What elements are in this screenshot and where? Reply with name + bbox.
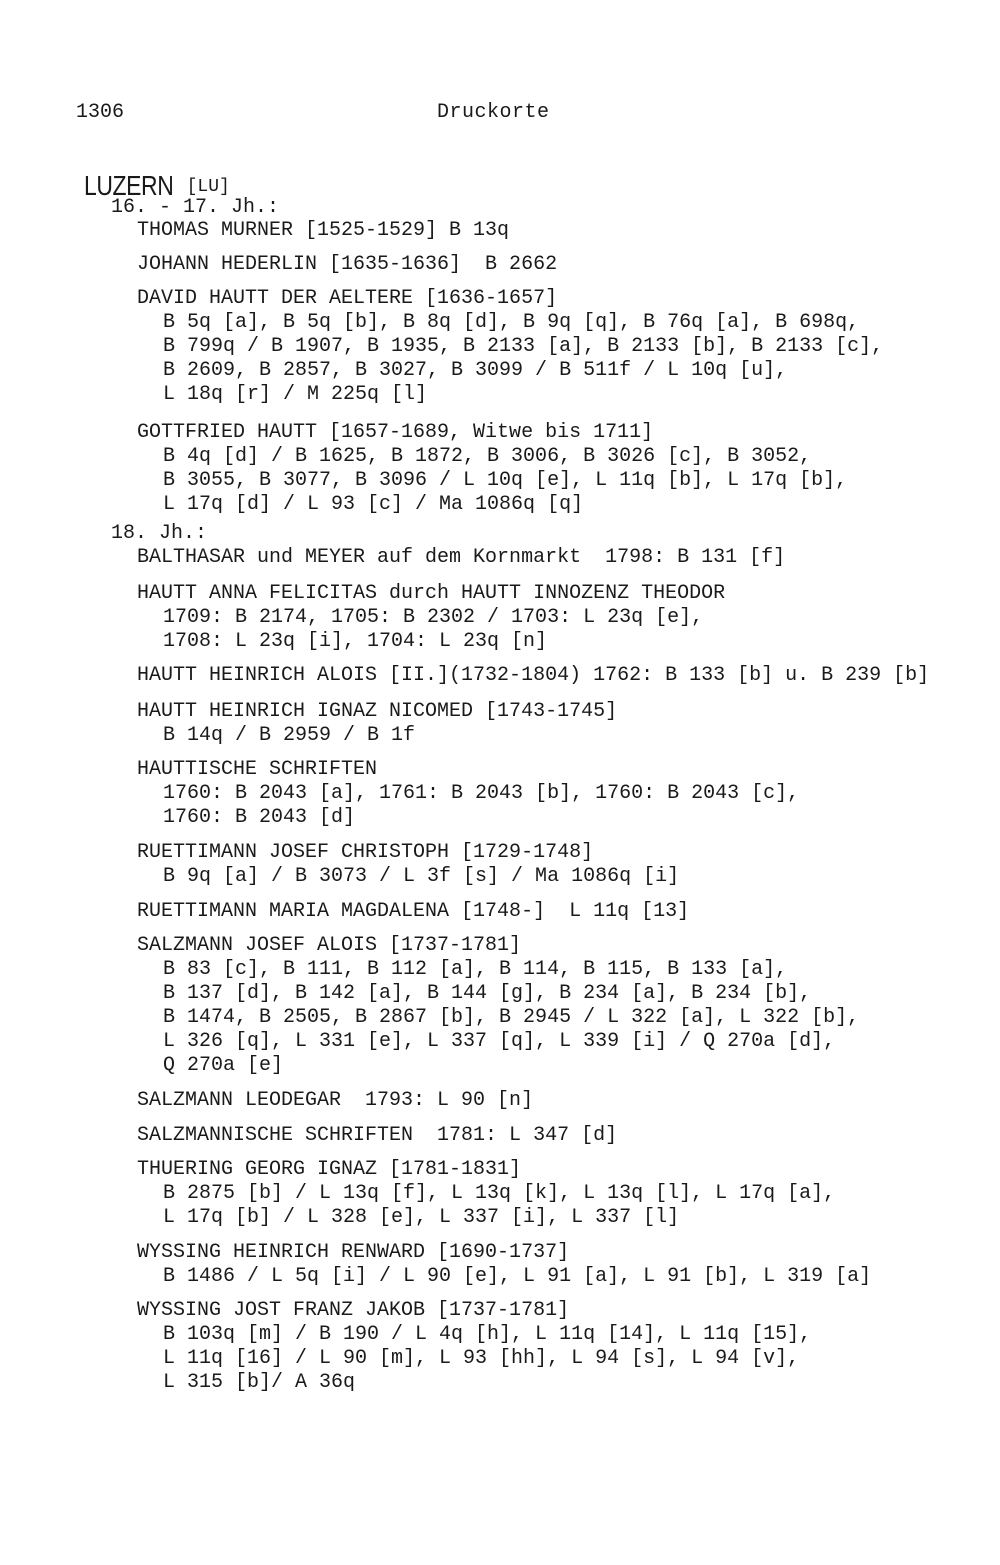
printer-entry: GOTTFRIED HAUTT [1657-1689, Witwe bis 1711] xyxy=(137,421,654,444)
printer-entry: HAUTT HEINRICH IGNAZ NICOMED [1743-1745] xyxy=(137,700,618,723)
printer-entry: HAUTT ANNA FELICITAS durch HAUTT INNOZENZ THEODOR xyxy=(137,582,726,605)
running-head: Druckorte xyxy=(437,101,550,124)
printer-entry: JOHANN HEDERLIN [1635-1636] B 2662 xyxy=(137,253,558,276)
reference-line: B 5q [a], B 5q [b], B 8q [d], B 9q [q], B 76q [a], B 698q, xyxy=(163,311,860,334)
printer-entry: BALTHASAR und MEYER auf dem Kornmarkt 1798: B 131 [f] xyxy=(137,546,786,569)
reference-line: B 3055, B 3077, B 3096 / L 10q [e], L 11q [b], L 17q [b], xyxy=(163,469,848,492)
reference-line: B 1486 / L 5q [i] / L 90 [e], L 91 [a], L 91 [b], L 319 [a] xyxy=(163,1265,872,1288)
reference-line: B 103q [m] / B 190 / L 4q [h], L 11q [14], L 11q [15], xyxy=(163,1323,812,1346)
place-name: LUZERN xyxy=(84,170,174,201)
printer-entry: SALZMANN LEODEGAR 1793: L 90 [n] xyxy=(137,1089,534,1112)
printer-entry: HAUTT HEINRICH ALOIS [II.](1732-1804) 1762: B 133 [b] u. B 239 [b] xyxy=(137,664,930,687)
reference-line: 1760: B 2043 [a], 1761: B 2043 [b], 1760: B 2043 [c], xyxy=(163,782,800,805)
reference-line: B 4q [d] / B 1625, B 1872, B 3006, B 3026 [c], B 3052, xyxy=(163,445,812,468)
printer-entry: RUETTIMANN JOSEF CHRISTOPH [1729-1748] xyxy=(137,841,594,864)
printer-entry: SALZMANNISCHE SCHRIFTEN 1781: L 347 [d] xyxy=(137,1124,618,1147)
reference-line: L 18q [r] / M 225q [l] xyxy=(163,383,428,406)
reference-line: B 2875 [b] / L 13q [f], L 13q [k], L 13q [l], L 17q [a], xyxy=(163,1182,836,1205)
page-number: 1306 xyxy=(76,101,125,124)
printer-entry: HAUTTISCHE SCHRIFTEN xyxy=(137,758,378,781)
place-code: [LU] xyxy=(186,177,230,197)
reference-line: L 17q [d] / L 93 [c] / Ma 1086q [q] xyxy=(163,493,584,516)
reference-line: B 2609, B 2857, B 3027, B 3099 / B 511f / L 10q [u], xyxy=(163,359,788,382)
printer-entry: RUETTIMANN MARIA MAGDALENA [1748-] L 11q [13] xyxy=(137,900,690,923)
printer-entry: THOMAS MURNER [1525-1529] B 13q xyxy=(137,219,510,242)
reference-line: Q 270a [e] xyxy=(163,1054,284,1077)
reference-line: B 83 [c], B 111, B 112 [a], B 114, B 115, B 133 [a], xyxy=(163,958,788,981)
period-heading: 18. Jh.: xyxy=(111,522,208,545)
printer-entry: DAVID HAUTT DER AELTERE [1636-1657] xyxy=(137,287,558,310)
printer-entry: SALZMANN JOSEF ALOIS [1737-1781] xyxy=(137,934,522,957)
reference-line: 1709: B 2174, 1705: B 2302 / 1703: L 23q [e], xyxy=(163,606,704,629)
reference-line: L 11q [16] / L 90 [m], L 93 [hh], L 94 [s], L 94 [v], xyxy=(163,1347,800,1370)
reference-line: B 137 [d], B 142 [a], B 144 [g], B 234 [a], B 234 [b], xyxy=(163,982,812,1005)
printer-entry: THUERING GEORG IGNAZ [1781-1831] xyxy=(137,1158,522,1181)
reference-line: L 17q [b] / L 328 [e], L 337 [i], L 337 [l] xyxy=(163,1206,680,1229)
reference-line: L 315 [b]/ A 36q xyxy=(163,1371,356,1394)
printer-entry: WYSSING HEINRICH RENWARD [1690-1737] xyxy=(137,1241,570,1264)
reference-line: B 1474, B 2505, B 2867 [b], B 2945 / L 322 [a], L 322 [b], xyxy=(163,1006,860,1029)
reference-line: 1708: L 23q [i], 1704: L 23q [n] xyxy=(163,630,548,653)
period-heading: 16. - 17. Jh.: xyxy=(111,196,280,219)
reference-line: L 326 [q], L 331 [e], L 337 [q], L 339 [i] / Q 270a [d], xyxy=(163,1030,836,1053)
reference-line: B 9q [a] / B 3073 / L 3f [s] / Ma 1086q [i] xyxy=(163,865,680,888)
printer-entry: WYSSING JOST FRANZ JAKOB [1737-1781] xyxy=(137,1299,570,1322)
reference-line: 1760: B 2043 [d] xyxy=(163,806,356,829)
reference-line: B 799q / B 1907, B 1935, B 2133 [a], B 2133 [b], B 2133 [c], xyxy=(163,335,884,358)
reference-line: B 14q / B 2959 / B 1f xyxy=(163,724,416,747)
